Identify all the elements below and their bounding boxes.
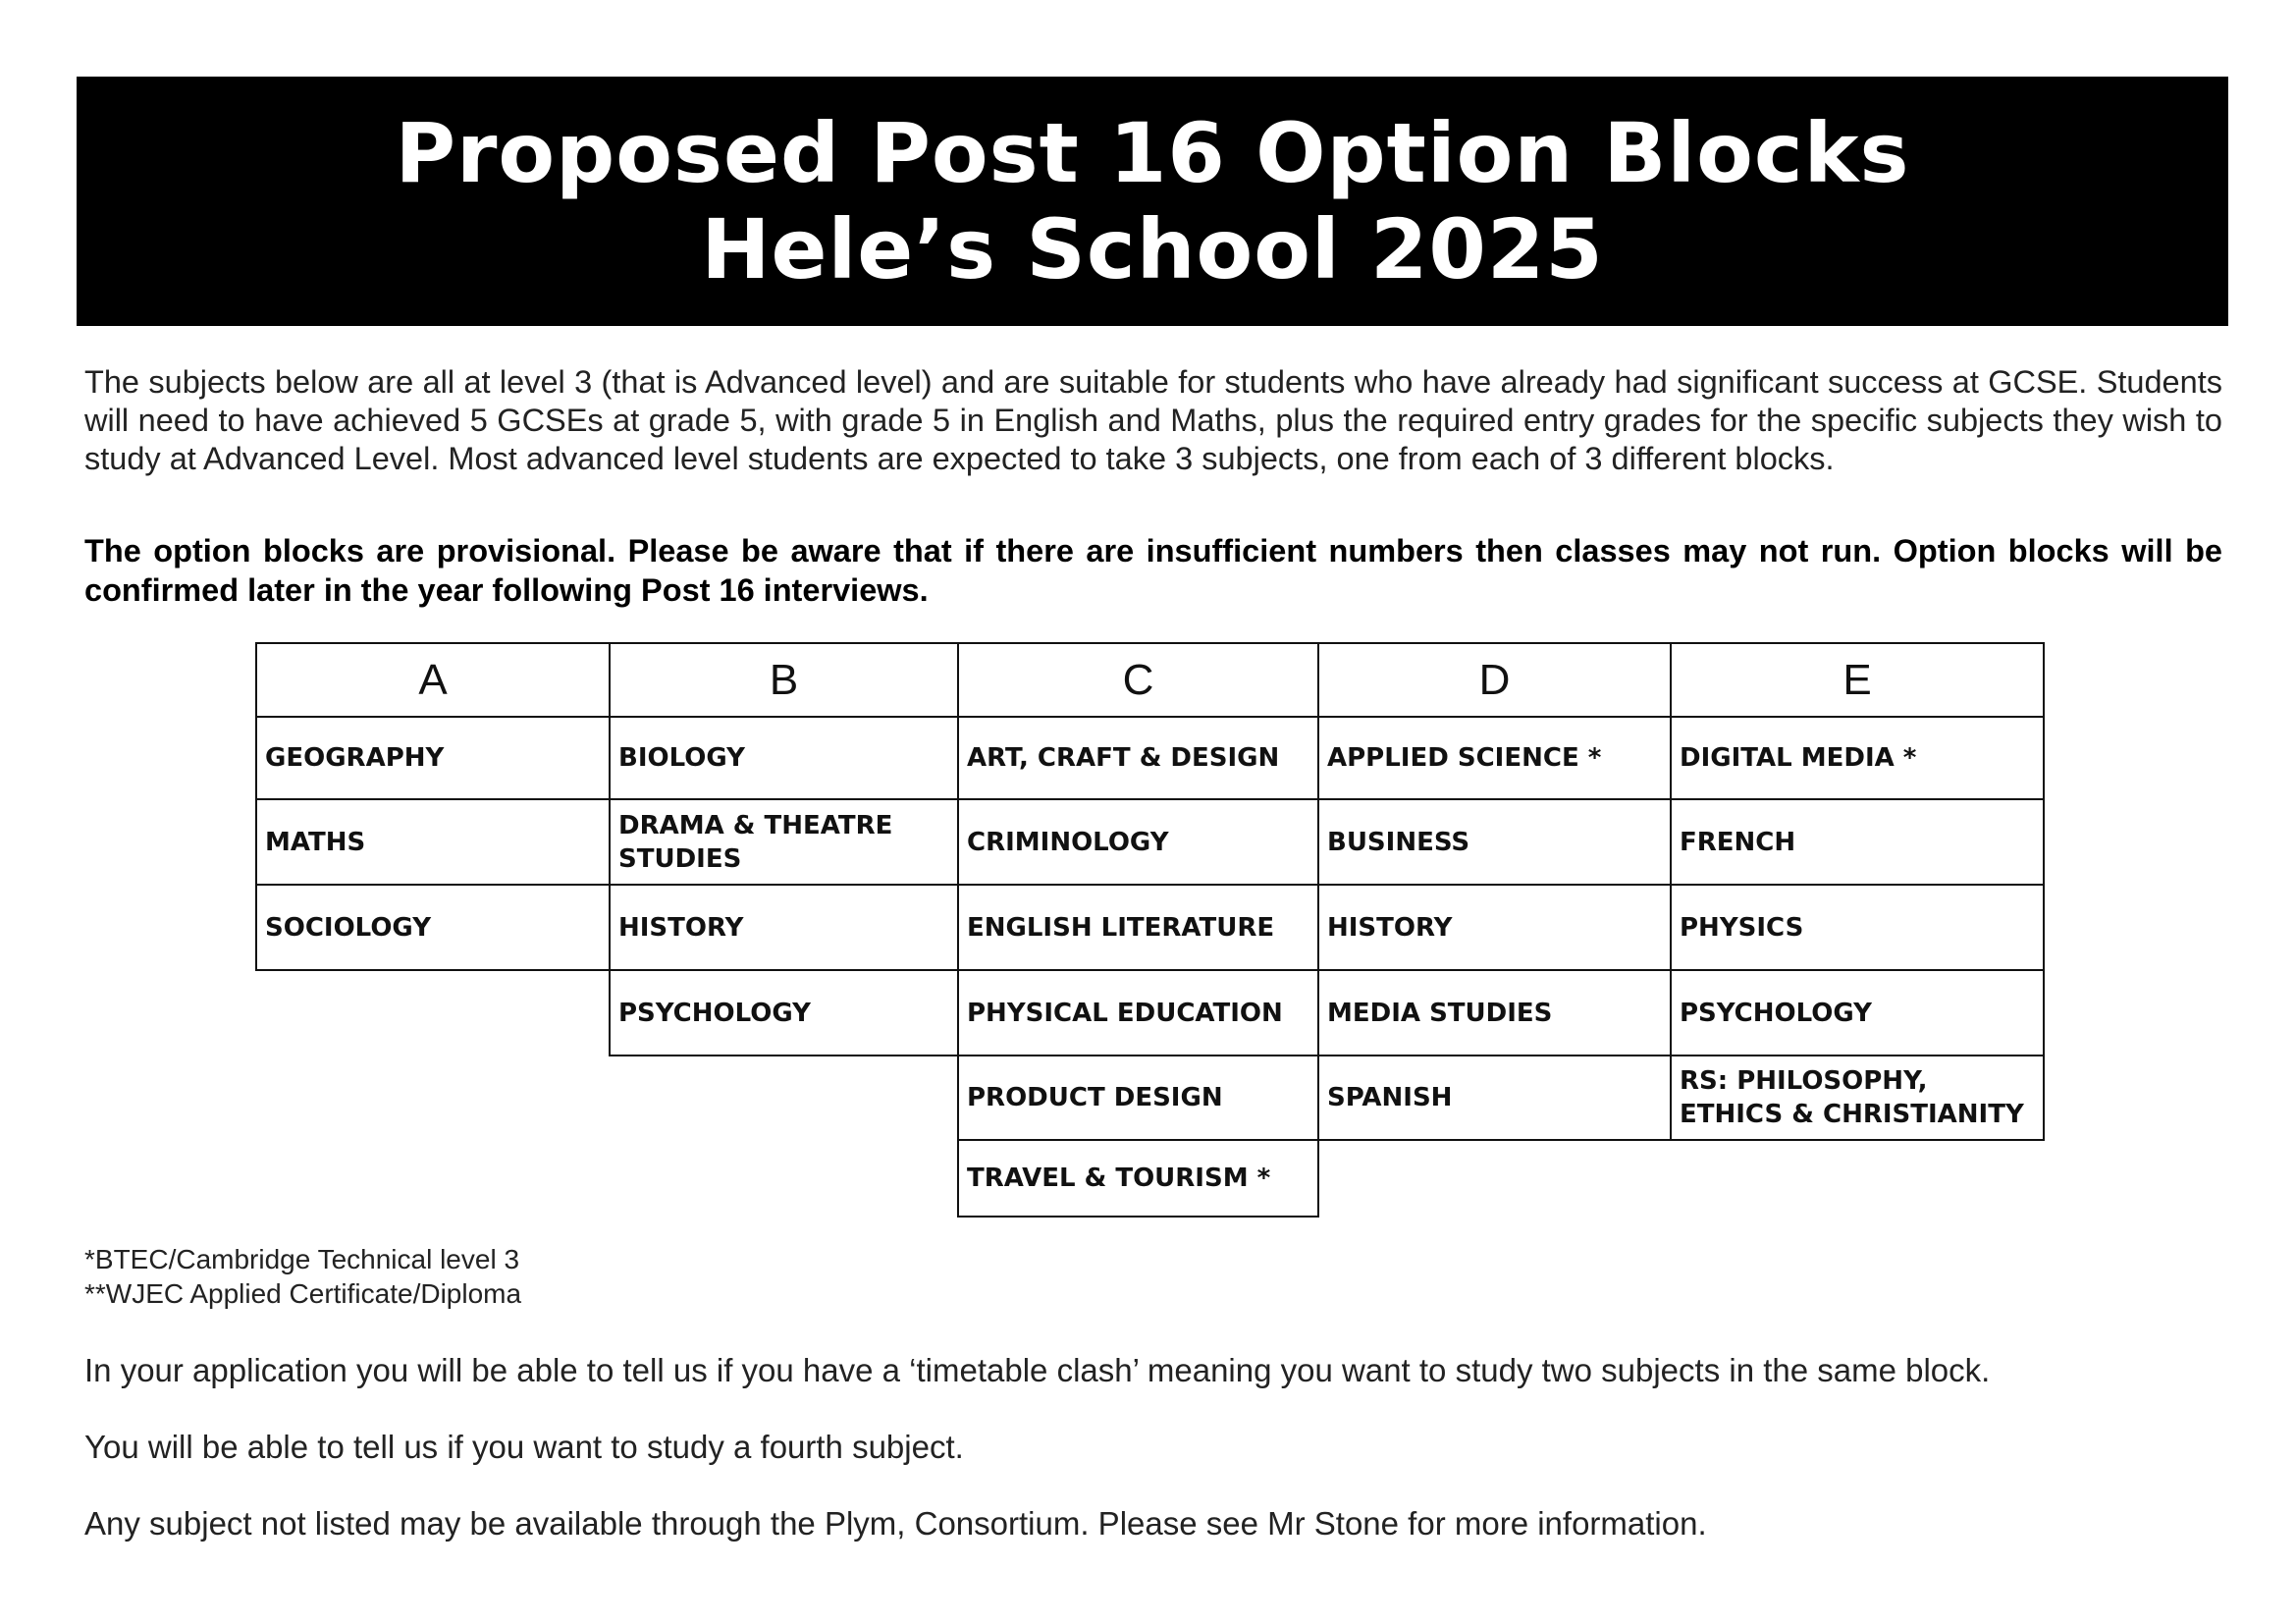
block-b-subject: HISTORY	[609, 884, 959, 971]
block-d-header: D	[1317, 642, 1672, 718]
footnote-btec: *BTEC/Cambridge Technical level 3	[84, 1244, 520, 1274]
block-e-subject: FRENCH	[1670, 798, 2045, 886]
block-e-header: E	[1670, 642, 2045, 718]
page-title-line-1: Proposed Post 16 Option Blocks	[395, 105, 1910, 201]
page-title-line-2: Hele’s School 2025	[701, 201, 1604, 298]
block-b-subject: PSYCHOLOGY	[609, 969, 959, 1056]
block-e-subject: DIGITAL MEDIA *	[1670, 716, 2045, 800]
block-c-subject: PRODUCT DESIGN	[957, 1055, 1319, 1141]
timetable-clash-note: In your application you will be able to tell us if you have a ‘timetable clash’ meaning you want to study two subjects in the same block.	[84, 1352, 1991, 1388]
block-e-subject: PSYCHOLOGY	[1670, 969, 2045, 1056]
footnote-wjec: **WJEC Applied Certificate/Diploma	[84, 1278, 522, 1309]
block-a-subject: MATHS	[255, 798, 611, 886]
provisional-warning: The option blocks are provisional. Please be aware that if there are insufficient numbers then classes may not run. Option blocks will be confirmed later in the year following Post 16 interviews.	[84, 533, 2222, 608]
block-e-subject: PHYSICS	[1670, 884, 2045, 971]
option-blocks-table	[255, 642, 2042, 1216]
block-c-subject: CRIMINOLOGY	[957, 798, 1319, 886]
block-d-subject: MEDIA STUDIES	[1317, 969, 1672, 1056]
block-a-subject: SOCIOLOGY	[255, 884, 611, 971]
block-d-subject: HISTORY	[1317, 884, 1672, 971]
block-d-subject: BUSINESS	[1317, 798, 1672, 886]
intro-paragraph: The subjects below are all at level 3 (that is Advanced level) and are suitable for students who have already had significant success at GCSE. Students will need to have achieved 5 GCSEs at grade 5, with grade 5 in English and Maths, plus the required entry grades for the specific subjects they wish to study at Advanced Level. Most advanced level students are expected to take 3 subjects, one from each of 3 different blocks.	[84, 364, 2222, 476]
block-d-subject: APPLIED SCIENCE *	[1317, 716, 1672, 800]
block-c-subject: TRAVEL & TOURISM *	[957, 1139, 1319, 1218]
fourth-subject-note: You will be able to tell us if you want to study a fourth subject.	[84, 1429, 964, 1465]
block-c-header: C	[957, 642, 1319, 718]
block-c-subject: ENGLISH LITERATURE	[957, 884, 1319, 971]
block-b-subject: DRAMA & THEATRE STUDIES	[609, 798, 959, 886]
block-c-subject: ART, CRAFT & DESIGN	[957, 716, 1319, 800]
block-a-subject: GEOGRAPHY	[255, 716, 611, 800]
block-e-subject: RS: PHILOSOPHY, ETHICS & CHRISTIANITY	[1670, 1055, 2045, 1141]
consortium-note: Any subject not listed may be available through the Plym, Consortium. Please see Mr Stone for more information.	[84, 1505, 1707, 1542]
block-b-subject: BIOLOGY	[609, 716, 959, 800]
footnotes	[84, 1242, 521, 1311]
block-d-subject: SPANISH	[1317, 1055, 1672, 1141]
block-b-header: B	[609, 642, 959, 718]
block-c-subject: PHYSICAL EDUCATION	[957, 969, 1319, 1056]
title-banner	[77, 77, 2228, 326]
block-a-header: A	[255, 642, 611, 718]
